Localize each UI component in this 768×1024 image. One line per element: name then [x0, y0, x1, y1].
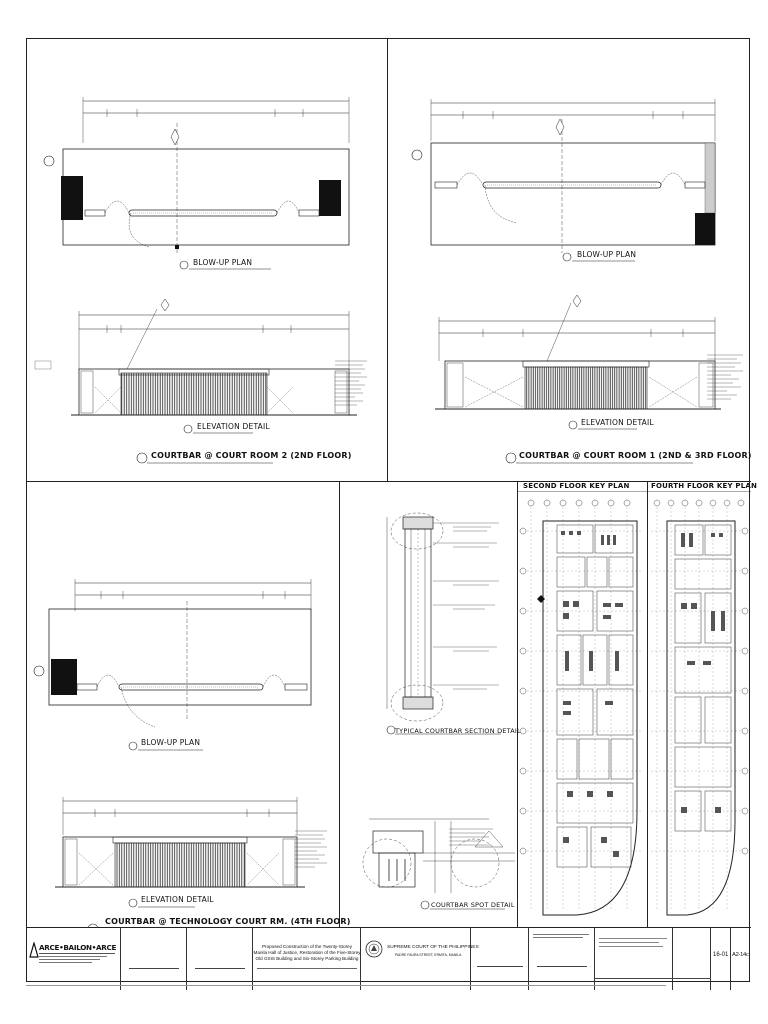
sheet-footer-notes — [26, 984, 750, 988]
title-block-principal-architect — [121, 928, 187, 990]
section-spot-drawing — [339, 481, 517, 927]
courtroom2-plan-label: BLOW-UP PLAN — [193, 258, 253, 267]
project-title-line2: Manila Hall of Justice, Restoration of the Five-Storey — [253, 950, 361, 955]
techroom-drawing — [27, 481, 339, 927]
fourth-floor-key-plan — [647, 491, 751, 927]
title-block-design-architect — [187, 928, 253, 990]
courtroom1-plan-label: BLOW-UP PLAN — [577, 250, 637, 259]
owner-address: PADRE FAURA STREET, ERMITA, MANILA — [395, 953, 462, 957]
firm-name: ARCE•BAILON•ARCE — [39, 943, 117, 952]
drawing-sheet — [26, 38, 758, 982]
courtroom1-drawing — [387, 39, 751, 481]
section-detail-title: TYPICAL COURTBAR SECTION DETAIL — [395, 727, 521, 735]
courtroom1-title: COURTBAR @ COURT ROOM 1 (2ND & 3RD FLOOR) — [519, 451, 752, 460]
title-block-recommending-approval — [471, 928, 529, 990]
project-number: 16-01 — [713, 952, 729, 958]
spot-detail-title: COURTBAR SPOT DETAIL — [431, 901, 515, 909]
title-block-consultant — [27, 928, 121, 990]
techroom-elevation-label: ELEVATION DETAIL — [141, 895, 214, 904]
courtroom2-title: COURTBAR @ COURT ROOM 2 (2ND FLOOR) — [151, 451, 352, 460]
title-block — [27, 928, 751, 990]
title-block-owner — [361, 928, 479, 990]
techroom-title: COURTBAR @ TECHNOLOGY COURT RM. (4TH FLOOR) — [105, 917, 351, 926]
owner-name: SUPREME COURT OF THE PHILIPPINES — [387, 945, 479, 950]
title-block-project-no — [711, 928, 731, 990]
title-block-revision — [673, 928, 711, 990]
firm-logo-icon — [29, 942, 39, 958]
title-block-approved — [529, 928, 595, 990]
second-floor-key-plan — [517, 491, 647, 927]
sheet-number: A2-14c — [732, 952, 749, 958]
project-title-line3: Old GSIS Building and Six-Storey Parking Building — [255, 956, 359, 961]
firm-info-lines — [39, 953, 115, 963]
title-block-sheet-no — [731, 928, 751, 990]
fourth-floor-key-plan-title: FOURTH FLOOR KEY PLAN — [651, 482, 758, 490]
courtroom1-elevation-label: ELEVATION DETAIL — [581, 418, 654, 427]
title-block-sheet-contents — [595, 928, 673, 990]
second-floor-key-plan-title: SECOND FLOOR KEY PLAN — [523, 482, 630, 490]
project-title-line1: Proposed Construction of the Twenty-Storey — [261, 944, 353, 949]
title-block-project — [253, 928, 361, 990]
techroom-plan-label: BLOW-UP PLAN — [141, 738, 201, 747]
supreme-court-seal-icon — [365, 940, 383, 958]
courtroom2-elevation-label: ELEVATION DETAIL — [197, 422, 270, 431]
